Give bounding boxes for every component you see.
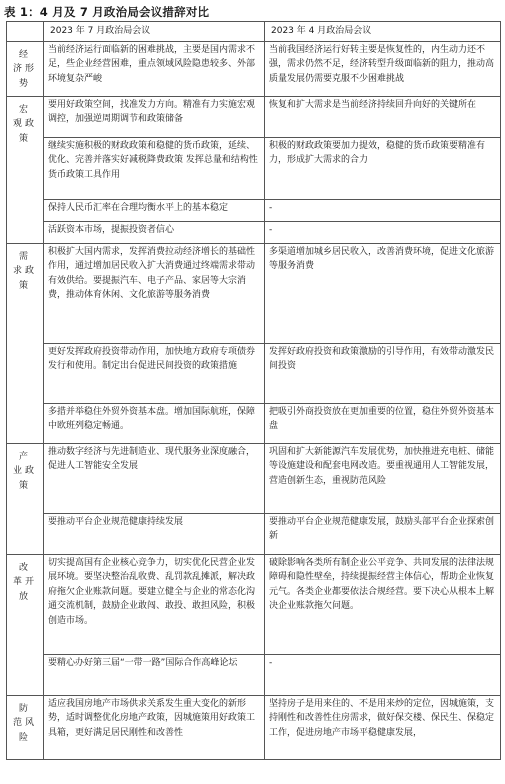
row-category: 防 范风险 [7, 695, 44, 759]
table-title: 表 1：4 月及 7 月政治局会议措辞对比 [4, 5, 210, 19]
header-april: 2023 年 4 月政治局会议 [265, 22, 501, 42]
row-april: 坚持房子是用来住的、不是用来炒的定位，因城施策，支持刚性和改善性住房需求，做好保交楼、保民生、保稳定工作，促进房地产市场平稳健康发展， [265, 695, 501, 759]
row-category: 宏 观政策 [7, 96, 44, 243]
row-category: 产 业政策 [7, 443, 44, 554]
row-july: 积极扩大国内需求，发挥消费拉动经济增长的基础性作用，通过增加居民收入扩大消费通过终端需求带动有效供给。要提振汽车、电子产品、家居等大宗消费，推动体育休闲、文化旅游等服务消费 [44, 243, 265, 343]
row-july: 要推动平台企业规范健康持续发展 [44, 513, 265, 554]
row-april: - [265, 654, 501, 695]
table-row [7, 199, 501, 221]
table-row [7, 41, 501, 96]
row-april: 把吸引外商投资放在更加重要的位置，稳住外贸外资基本盘 [265, 403, 501, 443]
table-row [7, 554, 501, 654]
row-april: - [265, 221, 501, 243]
table-row [7, 243, 501, 343]
row-april: 多渠道增加城乡居民收入，改善消费环境，促进文化旅游等服务消费 [265, 243, 501, 343]
comparison-table [6, 21, 501, 760]
table-header-row [7, 22, 501, 42]
row-july: 更好发挥政府投资带动作用，加快地方政府专项债券发行和使用。制定出台促进民间投资的政策措施 [44, 343, 265, 403]
row-april: 积极的财政政策要加力提效，稳健的货币政策要精准有力，形成扩大需求的合力 [265, 137, 501, 199]
row-april: 巩固和扩大新能源汽车发展优势，加快推进充电桩、储能等设施建设和配套电网改造。要重视通用人工智能发展，营造创新生态，重视防范风险 [265, 443, 501, 513]
table-row [7, 137, 501, 199]
row-april: 发挥好政府投资和政策激励的引导作用，有效带动激发民间投资 [265, 343, 501, 403]
table-row [7, 403, 501, 443]
row-april: - [265, 199, 501, 221]
table-row [7, 96, 501, 137]
header-category [7, 22, 44, 42]
row-april: 恢复和扩大需求是当前经济持续回升向好的关键所在 [265, 96, 501, 137]
row-july: 要用好政策空间，找准发力方向。精准有力实施宏观调控，加强逆周期调节和政策储备 [44, 96, 265, 137]
table-row [7, 654, 501, 695]
row-april: 破除影响各类所有制企业公平竞争、共同发展的法律法规障碍和隐性壁垒，持续提振经营主体信心，帮助企业恢复元气。各类企业都要依法合规经营。要下决心从根本上解决企业账款拖欠问题。 [265, 554, 501, 654]
row-july: 适应我国房地产市场供求关系发生重大变化的新形势，适时调整优化房地产政策，因城施策用好政策工具箱，更好满足居民刚性和改善性 [44, 695, 265, 759]
row-april: 当前我国经济运行好转主要是恢复性的，内生动力还不强，需求仍然不足，经济转型升级面临新的阻力，推动高质量发展仍需要克服不少困难挑战 [265, 41, 501, 96]
row-july: 活跃资本市场，提振投资者信心 [44, 221, 265, 243]
row-july: 要精心办好第三届“一带一路”国际合作高峰论坛 [44, 654, 265, 695]
row-july: 切实提高国有企业核心竞争力，切实优化民营企业发展环境。要坚决整治乱收费、乱罚款乱摊派，解决政府拖欠企业账款问题。要建立健全与企业的常态化沟通交流机制，鼓励企业敢闯、敢投、敢担风险，积极创造市场。 [44, 554, 265, 654]
row-april: 要推动平台企业规范健康发展，鼓励头部平台企业探索创新 [265, 513, 501, 554]
row-july: 继续实施积极的财政政策和稳健的货币政策，延续、优化、完善并落实好减税降费政策 发挥总量和结构性货币政策工具作用 [44, 137, 265, 199]
row-july: 当前经济运行面临新的困难挑战，主要是国内需求不足，些企业经营困难，重点领域风险隐患较多、外部环境复杂严峻 [44, 41, 265, 96]
table-row [7, 443, 501, 513]
table-row [7, 513, 501, 554]
row-july: 多措并举稳住外贸外资基本盘。增加国际航班，保障中欧班列稳定畅通。 [44, 403, 265, 443]
row-category: 改 革开放 [7, 554, 44, 695]
table-row [7, 695, 501, 759]
table-row [7, 221, 501, 243]
row-category: 经 济形势 [7, 41, 44, 96]
header-july: 2023 年 7 月政治局会议 [44, 22, 265, 42]
row-july: 推动数字经济与先进制造业、现代服务业深度融合，促进人工智能安全发展 [44, 443, 265, 513]
row-category: 需 求政策 [7, 243, 44, 443]
row-july: 保持人民币汇率在合理均衡水平上的基本稳定 [44, 199, 265, 221]
table-row [7, 343, 501, 403]
